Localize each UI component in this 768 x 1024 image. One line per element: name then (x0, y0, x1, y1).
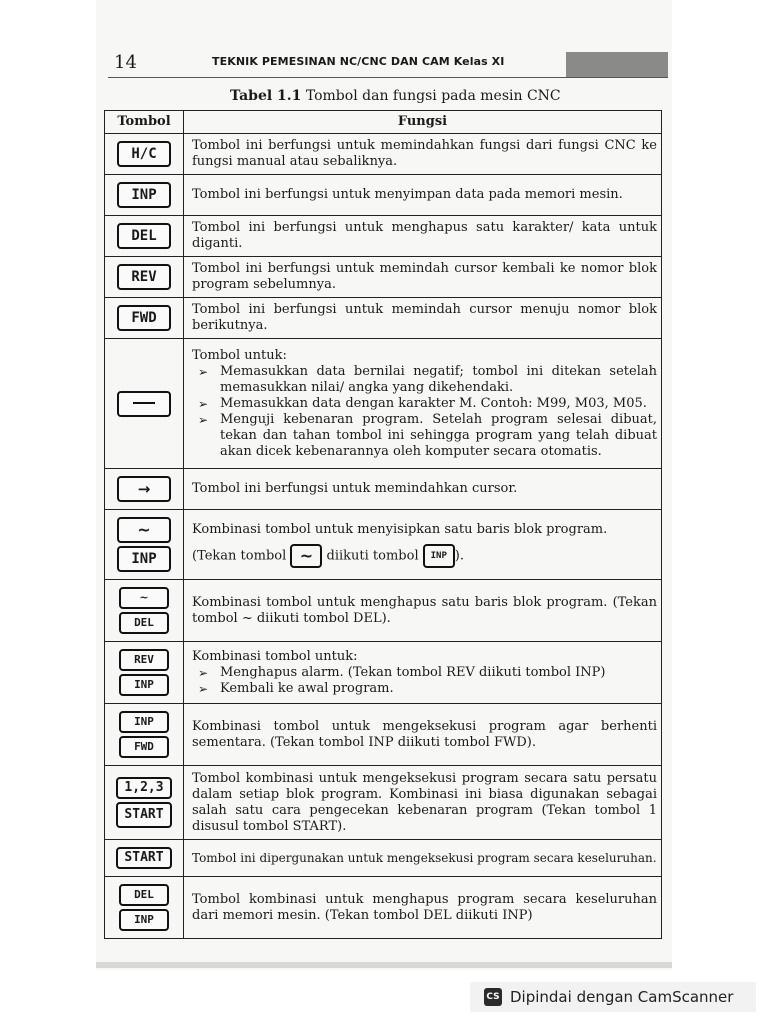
running-head: TEKNIK PEMESINAN NC/CNC DAN CAM Kelas XI (212, 55, 505, 68)
one-two-three-key-icon: 1,2,3 (116, 777, 172, 799)
col-header-tombol: Tombol (105, 111, 184, 134)
function-cell (184, 339, 662, 469)
scan-edge (96, 962, 672, 968)
function-cell: Tombol ini berfungsi untuk menyimpan data pada memori mesin. (184, 175, 662, 216)
table-row (105, 704, 662, 766)
hc-key-icon: H/C (117, 141, 171, 167)
list-item: ➢ Memasukkan data bernilai negatif; tombol ini ditekan setelah memasukkan nilai/ angka yang dikehendaki. (192, 364, 657, 396)
inp-key-icon: INP (119, 674, 169, 696)
function-cell: Tombol ini dipergunakan untuk mengeksekusi program secara keseluruhan. (184, 840, 662, 877)
table-row (105, 339, 662, 469)
function-cell: Tombol ini berfungsi untuk memindahkan fungsi dari fungsi CNC ke fungsi manual atau sebaliknya. (184, 134, 662, 175)
table-row (105, 469, 662, 510)
rev-key-icon: REV (117, 264, 171, 290)
key-cell (105, 339, 184, 469)
key-cell (105, 298, 184, 339)
function-text: Kombinasi tombol untuk menyisipkan satu baris blok program. (192, 521, 608, 537)
inp-key-icon: INP (119, 711, 169, 733)
list-item: ➢ Memasukkan data dengan karakter M. Contoh: M99, M03, M05. (192, 396, 657, 412)
table-row (105, 216, 662, 257)
table-row (105, 298, 662, 339)
function-cell: Kombinasi tombol untuk mengeksekusi program agar berhenti sementara. (Tekan tombol INP diikuti tombol FWD). (184, 704, 662, 766)
key-cell (105, 175, 184, 216)
del-key-icon: DEL (119, 612, 169, 634)
caption-text: Tombol dan fungsi pada mesin CNC (301, 88, 561, 104)
table-row (105, 580, 662, 642)
fwd-key-icon: FWD (119, 736, 169, 758)
table-caption (230, 88, 561, 104)
del-key-icon: DEL (119, 884, 169, 906)
key-cell (105, 877, 184, 939)
del-key-icon: DEL (117, 223, 171, 249)
list-item: ➢ Kembali ke awal program. (192, 681, 657, 697)
inp-key-icon: INP (117, 182, 171, 208)
page-number: 14 (114, 52, 137, 73)
function-list (192, 665, 657, 697)
key-cell (105, 216, 184, 257)
tilde-key-icon: ~ (119, 587, 169, 609)
list-item: ➢ Menghapus alarm. (Tekan tombol REV diikuti tombol INP) (192, 665, 657, 681)
function-cell (184, 510, 662, 580)
table-row (105, 175, 662, 216)
table-row (105, 766, 662, 840)
camscanner-logo-icon: CS (484, 988, 502, 1006)
function-cell: Tombol kombinasi untuk mengeksekusi program secara satu persatu dalam setiap blok program. Kombinasi ini biasa digunakan sebagai salah satu cara pengecekan kebenaran program (Tekan tombol 1 disusul tombol START). (184, 766, 662, 840)
minus-key-icon (117, 391, 171, 417)
table-row (105, 510, 662, 580)
function-cell (184, 642, 662, 704)
key-cell (105, 766, 184, 840)
table-header-row (105, 111, 662, 134)
header-rule (108, 77, 668, 78)
key-cell (105, 840, 184, 877)
function-text-2: (Tekan tombol ~ diikuti tombol INP ). (192, 544, 657, 568)
key-cell (105, 642, 184, 704)
function-cell: Tombol ini berfungsi untuk memindah cursor kembali ke nomor blok program sebelumnya. (184, 257, 662, 298)
table-row (105, 257, 662, 298)
inp-key-icon: INP (117, 546, 171, 572)
table-row (105, 642, 662, 704)
table-row (105, 840, 662, 877)
caption-label: Tabel 1.1 (230, 88, 302, 104)
tilde-key-icon: ~ (117, 517, 171, 543)
function-intro: Tombol untuk: (192, 347, 287, 363)
key-cell (105, 469, 184, 510)
start-key-icon: START (116, 802, 172, 828)
fwd-key-icon: FWD (117, 305, 171, 331)
key-cell (105, 134, 184, 175)
camscanner-watermark (470, 982, 756, 1012)
arrow-right-key-icon: → (117, 476, 171, 502)
rev-key-icon: REV (119, 649, 169, 671)
header-bar (566, 52, 668, 78)
start-key-icon: START (116, 847, 172, 869)
function-list (192, 364, 657, 460)
function-intro: Kombinasi tombol untuk: (192, 648, 358, 664)
tilde-key-inline-icon: ~ (290, 544, 322, 568)
key-cell (105, 580, 184, 642)
list-item: ➢ Menguji kebenaran program. Setelah program selesai dibuat, tekan dan tahan tombol ini sehingga program yang telah dibuat akan dicek kebenarannya oleh komputer secara otomatis. (192, 412, 657, 460)
table-row (105, 134, 662, 175)
inp-key-inline-icon: INP (423, 544, 455, 568)
function-cell: Tombol ini berfungsi untuk menghapus satu karakter/ kata untuk diganti. (184, 216, 662, 257)
col-header-fungsi: Fungsi (184, 111, 662, 134)
function-cell: Tombol ini berfungsi untuk memindahkan cursor. (184, 469, 662, 510)
key-cell (105, 510, 184, 580)
button-function-table (104, 110, 662, 939)
function-cell: Kombinasi tombol untuk menghapus satu baris blok program. (Tekan tombol ~ diikuti tombol DEL). (184, 580, 662, 642)
table-row (105, 877, 662, 939)
inp-key-icon: INP (119, 909, 169, 931)
watermark-text: Dipindai dengan CamScanner (510, 988, 734, 1006)
function-cell: Tombol kombinasi untuk menghapus program secara keseluruhan dari memori mesin. (Tekan tombol DEL diikuti INP) (184, 877, 662, 939)
key-cell (105, 704, 184, 766)
function-cell: Tombol ini berfungsi untuk memindah cursor menuju nomor blok berikutnya. (184, 298, 662, 339)
key-cell (105, 257, 184, 298)
